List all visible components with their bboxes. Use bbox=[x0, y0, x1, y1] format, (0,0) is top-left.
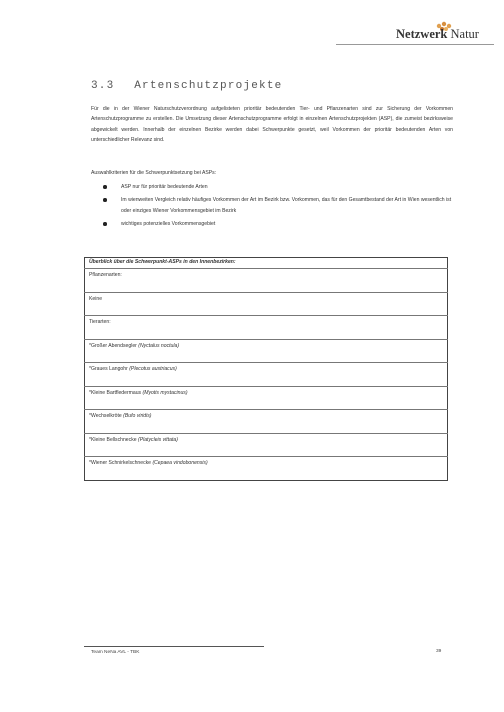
plants-none: Keine bbox=[85, 292, 448, 316]
animal-name: *Großer Abendsegler bbox=[89, 342, 137, 349]
criteria-list bbox=[91, 182, 453, 233]
section-title-text: Artenschutzprojekte bbox=[134, 80, 283, 92]
table-row bbox=[85, 269, 448, 293]
animal-cell bbox=[85, 433, 448, 457]
body-paragraph: Für die in der Wiener Naturschutzverordnung aufgelisteten prioritär bedeutenden Tier- und Pflanzenarten sind zur Sicherung der Vorkommen Artenschutzprogramme zu erstellen. Die Umsetzung dieser Artenschutzprogramme erfolgt in einzelnen Artenschutzprojekten (ASP), die zumeist bezirksweise abgewickelt werden. Innerhalb der einzelnen Bezirke werden dabei Schwerpunkte gesetzt, weil Vorkommen der prioritär bedeutenden Arten von unterschiedlicher Relevanz sind. bbox=[91, 106, 453, 143]
animal-latin: (Bufo viridis) bbox=[123, 413, 152, 419]
section-number: 3.3 bbox=[91, 80, 115, 92]
plants-label: Pflanzenarten: bbox=[85, 269, 448, 293]
table-row bbox=[85, 457, 448, 481]
table-row bbox=[85, 258, 448, 269]
animal-cell bbox=[85, 386, 448, 410]
list-item bbox=[91, 219, 453, 229]
table-row bbox=[85, 433, 448, 457]
list-item bbox=[91, 195, 453, 216]
animal-name: *Graues Langohr bbox=[89, 366, 128, 372]
logo-text bbox=[396, 27, 479, 42]
animal-cell bbox=[85, 410, 448, 434]
animal-name: *Kleine Bellschnecke bbox=[89, 436, 137, 443]
bullet-icon bbox=[103, 222, 107, 226]
criteria-intro: Auswahlkriterien für die Schwerpunktsetzung bei ASPs: bbox=[91, 170, 217, 176]
animal-name: *Kleine Bartfledermaus bbox=[89, 389, 142, 396]
table-row bbox=[85, 339, 448, 363]
page-number: 39 bbox=[436, 649, 442, 654]
criteria-text: wichtiges potenzielles Vorkommensgebiet bbox=[121, 221, 216, 228]
animal-latin: (Platycleis vittata) bbox=[138, 436, 178, 443]
animal-latin: (Plecotus austriacus) bbox=[129, 366, 177, 372]
animal-latin: (Cepaea vindobonensis) bbox=[152, 460, 208, 466]
list-item bbox=[91, 182, 453, 192]
table-row bbox=[85, 292, 448, 316]
animal-cell bbox=[85, 363, 448, 387]
criteria-text: Im wienweiten Vergleich relativ häufiges Vorkommen der Art im Bezirk bzw. Vorkommen, das für den Gesamtbestand der Art in Wien wesentlich ist oder einziges Wiener Vorkommensgebiet im Bezirk bbox=[121, 197, 452, 214]
table-row bbox=[85, 386, 448, 410]
animal-name: *Wiener Schnirkelschnecke bbox=[89, 460, 152, 466]
criteria-text: ASP nur für prioritär bedeutende Arten bbox=[121, 184, 208, 190]
table-row bbox=[85, 363, 448, 387]
overview-table bbox=[84, 257, 448, 481]
bullet-icon bbox=[103, 198, 107, 202]
animal-latin: (Nyctalus noctula) bbox=[138, 342, 180, 349]
table-row bbox=[85, 410, 448, 434]
header-rule bbox=[336, 44, 494, 45]
animal-cell bbox=[85, 339, 448, 363]
table-row bbox=[85, 316, 448, 340]
table-heading: Überblick über die Schwerpunkt-ASPs in den Innenbezirken: bbox=[89, 259, 236, 265]
animal-cell bbox=[85, 457, 448, 481]
section-title bbox=[91, 80, 282, 92]
logo-light: Natur bbox=[450, 27, 479, 41]
footer-team: Team NeNa AVL - TBK bbox=[91, 650, 140, 655]
logo-bold: Netzwerk bbox=[396, 27, 448, 41]
animal-latin: (Myotis mystacinus) bbox=[142, 389, 188, 396]
animal-name: *Wechselkröte bbox=[89, 413, 122, 419]
bullet-icon bbox=[103, 185, 107, 189]
footer-rule bbox=[84, 646, 264, 647]
animals-label: Tierarten: bbox=[85, 316, 448, 340]
